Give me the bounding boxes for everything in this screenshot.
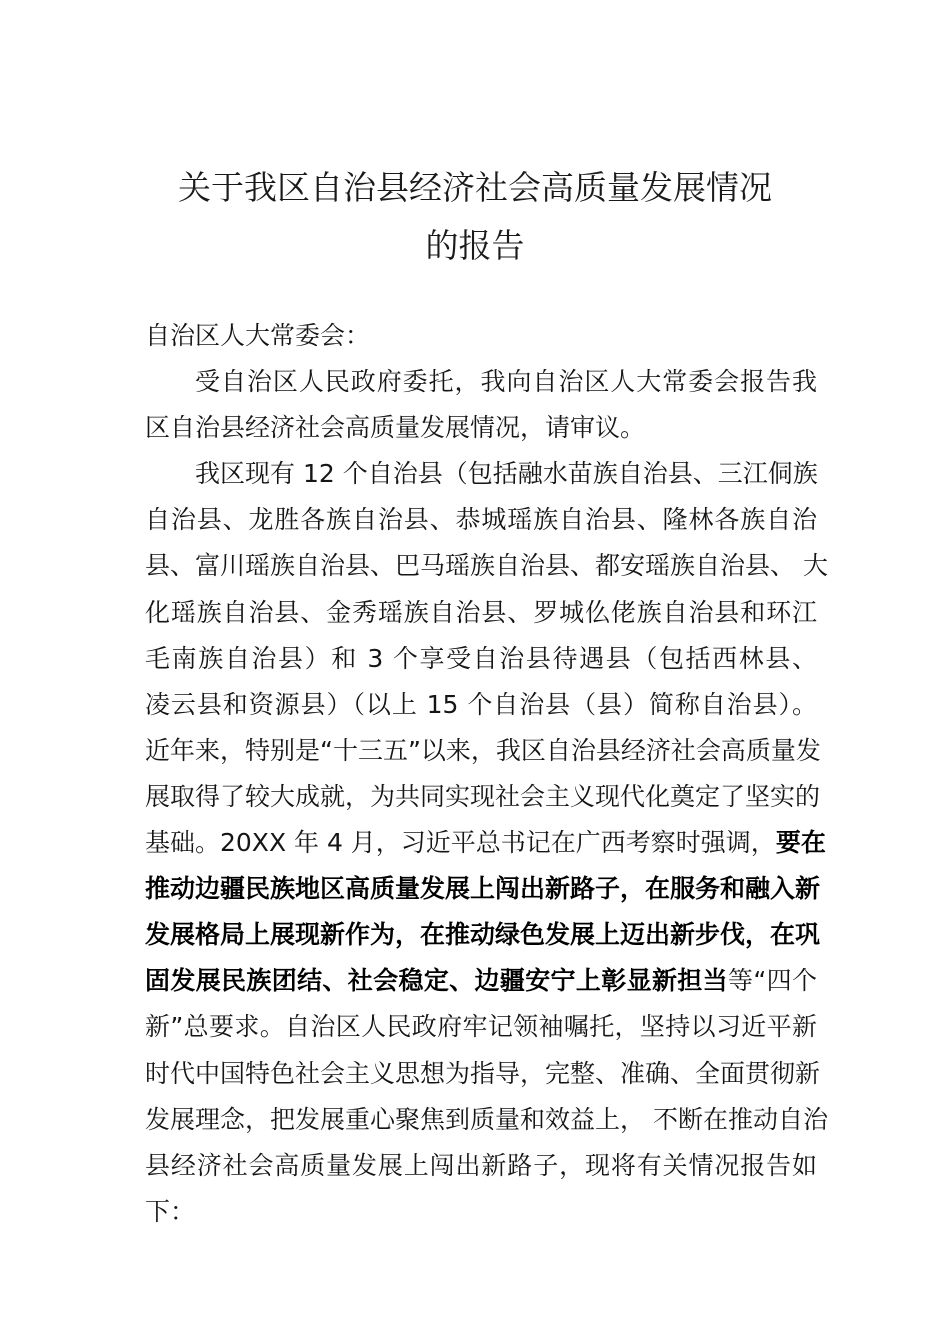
body-line: [145, 498, 817, 542]
body-text: 县、富川瑶族自治县、巴马瑶族自治县、都安瑶族自治县、 大: [145, 551, 828, 581]
body-line: [145, 959, 817, 1003]
body-line: [145, 1190, 817, 1234]
body-line: [145, 683, 817, 727]
body-line: [145, 729, 821, 773]
body-line: [145, 406, 817, 450]
body-line: [195, 452, 817, 496]
bold-text: 要在: [775, 828, 826, 857]
bold-text: 发展格局上展现新作为，在推动绿色发展上迈出新步伐，在巩: [145, 920, 821, 950]
bold-text: 固发展民族团结、社会稳定、边疆安宁上彰显新担当: [145, 966, 728, 996]
body-line: [145, 1052, 821, 1096]
body-line: [195, 360, 817, 404]
body-text: 区自治县经济社会高质量发展情况，请审议。: [145, 413, 646, 443]
body-text: 发展理念，把发展重心聚焦到质量和效益上， 不断在推动自治: [145, 1104, 828, 1134]
body-line: [145, 544, 828, 588]
body-text: 凌云县和资源县）（以上 15 个自治县（县）简称自治县）。: [145, 689, 817, 719]
body-line: [145, 637, 817, 681]
bold-text: 推动边疆民族地区高质量发展上闯出新路子，在服务和融入新: [145, 874, 821, 904]
body-line: [145, 913, 821, 957]
body-text: 我区现有 12 个自治县（包括融水苗族自治县、三江侗族: [195, 459, 818, 489]
body-line: [145, 775, 821, 819]
body-text: 毛南族自治县）和 3 个享受自治县待遇县（包括西林县、: [145, 643, 817, 673]
body-text: 展取得了较大成就，为共同实现社会主义现代化奠定了坚实的: [145, 781, 821, 811]
body-line: [145, 1005, 817, 1049]
body-line: [145, 821, 826, 865]
body-text: 新”总要求。自治区人民政府牢记领袖嘱托，坚持以习近平新: [145, 1012, 817, 1042]
body-line: [145, 591, 817, 635]
body-text: 时代中国特色社会主义思想为指导，完整、准确、全面贯彻新: [145, 1058, 821, 1088]
body-text: 县经济社会高质量发展上闯出新路子，现将有关情况报告如: [145, 1150, 817, 1180]
body-line: [145, 867, 821, 911]
body-text: 基础。20XX 年 4 月，习近平总书记在广西考察时强调，: [145, 828, 776, 857]
body-text: 化瑶族自治县、金秀瑶族自治县、罗城仫佬族自治县和环江: [145, 597, 817, 627]
body-text: 自治县、龙胜各族自治县、恭城瑶族自治县、隆林各族自治: [145, 505, 817, 535]
document-title-line-1: 关于我区自治县经济社会高质量发展情况: [178, 168, 772, 207]
body-text: 下：: [145, 1196, 196, 1226]
salutation: 自治区人大常委会：: [145, 321, 371, 350]
body-line: [145, 1098, 828, 1142]
body-text: 受自治区人民政府委托，我向自治区人大常委会报告我: [195, 367, 817, 396]
body-text: 近年来，特别是“十三五”以来，我区自治县经济社会高质量发: [145, 735, 821, 765]
document-title-line-2: 的报告: [425, 226, 525, 265]
body-line: [145, 1144, 817, 1188]
body-text: 等“四个: [728, 966, 817, 996]
